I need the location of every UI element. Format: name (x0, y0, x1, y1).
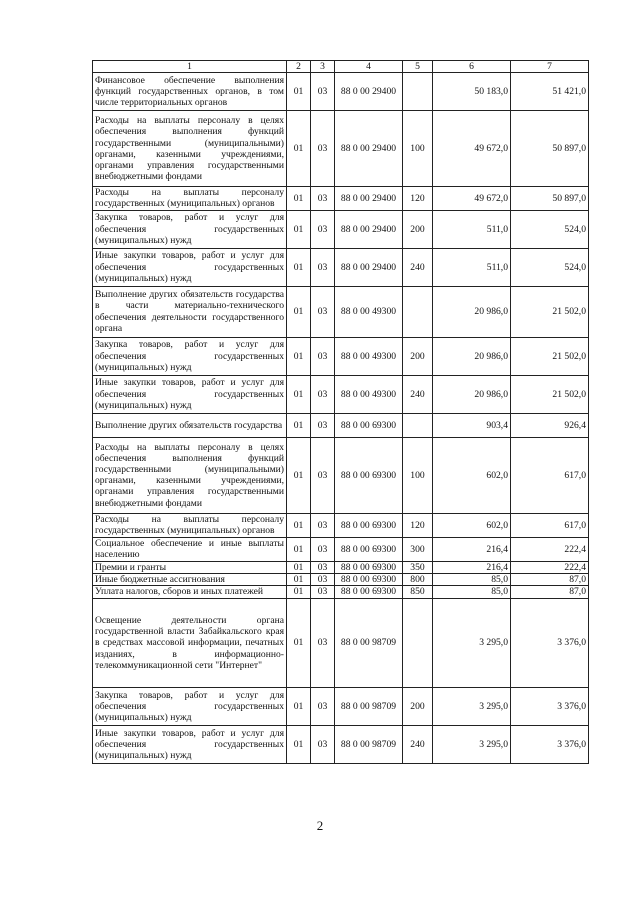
section-code-cell: 01 (287, 286, 311, 337)
row-name-cell: Иные бюджетные ассигнования (93, 573, 287, 585)
table-row (93, 437, 589, 513)
amount-year1-cell: 85,0 (433, 586, 511, 599)
column-header-1: 1 (93, 61, 287, 73)
section-code-cell: 01 (287, 537, 311, 561)
subsection-code-cell: 03 (311, 187, 335, 210)
expense-type-cell: 240 (403, 726, 433, 764)
table-row (93, 73, 589, 111)
expense-type-cell: 800 (403, 573, 433, 585)
row-name-cell: Иные закупки товаров, работ и услуг для обеспечения государственных (муниципальных) нужд (93, 248, 287, 286)
table-row (93, 337, 589, 375)
expense-type-cell: 120 (403, 513, 433, 537)
expense-type-cell: 100 (403, 111, 433, 187)
subsection-code-cell: 03 (311, 111, 335, 187)
amount-year2-cell: 3 376,0 (511, 688, 589, 726)
row-name-cell: Закупка товаров, работ и услуг для обеспечения государственных (муниципальных) нужд (93, 688, 287, 726)
amount-year1-cell: 20 986,0 (433, 375, 511, 413)
row-name-cell: Иные закупки товаров, работ и услуг для обеспечения государственных (муниципальных) нужд (93, 375, 287, 413)
target-article-cell: 88 0 00 29400 (335, 111, 403, 187)
target-article-cell: 88 0 00 69300 (335, 413, 403, 437)
section-code-cell: 01 (287, 375, 311, 413)
expense-type-cell: 850 (403, 586, 433, 599)
expense-type-cell: 200 (403, 210, 433, 248)
amount-year1-cell: 511,0 (433, 210, 511, 248)
table-row (93, 413, 589, 437)
expense-type-cell (403, 286, 433, 337)
subsection-code-cell: 03 (311, 210, 335, 248)
table-body (93, 73, 589, 764)
subsection-code-cell: 03 (311, 726, 335, 764)
section-code-cell: 01 (287, 187, 311, 210)
row-name-cell: Премии и гранты (93, 561, 287, 573)
table-row (93, 726, 589, 764)
column-header-2: 2 (287, 61, 311, 73)
amount-year1-cell: 49 672,0 (433, 187, 511, 210)
amount-year1-cell: 20 986,0 (433, 337, 511, 375)
section-code-cell: 01 (287, 413, 311, 437)
subsection-code-cell: 03 (311, 599, 335, 688)
header-row (93, 61, 589, 73)
subsection-code-cell: 03 (311, 337, 335, 375)
amount-year1-cell: 20 986,0 (433, 286, 511, 337)
amount-year1-cell: 3 295,0 (433, 688, 511, 726)
section-code-cell: 01 (287, 210, 311, 248)
target-article-cell: 88 0 00 69300 (335, 537, 403, 561)
amount-year2-cell: 3 376,0 (511, 726, 589, 764)
amount-year1-cell: 602,0 (433, 437, 511, 513)
subsection-code-cell: 03 (311, 73, 335, 111)
table-row (93, 599, 589, 688)
table-row (93, 375, 589, 413)
table-row (93, 561, 589, 573)
subsection-code-cell: 03 (311, 586, 335, 599)
target-article-cell: 88 0 00 49300 (335, 286, 403, 337)
column-header-6: 6 (433, 61, 511, 73)
subsection-code-cell: 03 (311, 688, 335, 726)
amount-year1-cell: 50 183,0 (433, 73, 511, 111)
table-row (93, 248, 589, 286)
amount-year2-cell: 21 502,0 (511, 337, 589, 375)
amount-year1-cell: 903,4 (433, 413, 511, 437)
section-code-cell: 01 (287, 561, 311, 573)
target-article-cell: 88 0 00 29400 (335, 73, 403, 111)
section-code-cell: 01 (287, 688, 311, 726)
amount-year2-cell: 222,4 (511, 537, 589, 561)
amount-year2-cell: 50 897,0 (511, 111, 589, 187)
amount-year2-cell: 617,0 (511, 437, 589, 513)
amount-year1-cell: 85,0 (433, 573, 511, 585)
amount-year2-cell: 3 376,0 (511, 599, 589, 688)
section-code-cell: 01 (287, 437, 311, 513)
subsection-code-cell: 03 (311, 573, 335, 585)
amount-year2-cell: 222,4 (511, 561, 589, 573)
section-code-cell: 01 (287, 513, 311, 537)
column-header-7: 7 (511, 61, 589, 73)
target-article-cell: 88 0 00 69300 (335, 586, 403, 599)
expense-type-cell: 300 (403, 537, 433, 561)
amount-year2-cell: 21 502,0 (511, 375, 589, 413)
section-code-cell: 01 (287, 73, 311, 111)
row-name-cell: Закупка товаров, работ и услуг для обеспечения государственных (муниципальных) нужд (93, 337, 287, 375)
target-article-cell: 88 0 00 69300 (335, 573, 403, 585)
subsection-code-cell: 03 (311, 561, 335, 573)
row-name-cell: Освещение деятельности органа государственной власти Забайкальского края в средствах массовой информации, печатных изданиях, в информационно-телекоммуникационной сети "Интернет" (93, 599, 287, 688)
section-code-cell: 01 (287, 599, 311, 688)
amount-year2-cell: 50 897,0 (511, 187, 589, 210)
row-name-cell: Выполнение других обязательств государства в части материально-технического обеспечения деятельности государственного органа (93, 286, 287, 337)
target-article-cell: 88 0 00 49300 (335, 375, 403, 413)
table-row (93, 688, 589, 726)
amount-year2-cell: 87,0 (511, 586, 589, 599)
expense-type-cell (403, 599, 433, 688)
table-row (93, 513, 589, 537)
table-row (93, 586, 589, 599)
table-row (93, 187, 589, 210)
subsection-code-cell: 03 (311, 286, 335, 337)
section-code-cell: 01 (287, 586, 311, 599)
row-name-cell: Закупка товаров, работ и услуг для обеспечения государственных (муниципальных) нужд (93, 210, 287, 248)
subsection-code-cell: 03 (311, 413, 335, 437)
section-code-cell: 01 (287, 111, 311, 187)
amount-year1-cell: 216,4 (433, 561, 511, 573)
section-code-cell: 01 (287, 573, 311, 585)
subsection-code-cell: 03 (311, 375, 335, 413)
row-name-cell: Уплата налогов, сборов и иных платежей (93, 586, 287, 599)
row-name-cell: Расходы на выплаты персоналу в целях обеспечения выполнения функций государственными (муниципальными) органами, казенными учреждениями, органами управления государственными внебюджетными фондами (93, 111, 287, 187)
column-header-4: 4 (335, 61, 403, 73)
target-article-cell: 88 0 00 69300 (335, 513, 403, 537)
expense-type-cell (403, 413, 433, 437)
table-row (93, 111, 589, 187)
table-row (93, 573, 589, 585)
target-article-cell: 88 0 00 29400 (335, 210, 403, 248)
target-article-cell: 88 0 00 69300 (335, 437, 403, 513)
amount-year1-cell: 602,0 (433, 513, 511, 537)
row-name-cell: Финансовое обеспечение выполнения функций государственных органов, в том числе территориальных органов (93, 73, 287, 111)
amount-year1-cell: 49 672,0 (433, 111, 511, 187)
amount-year2-cell: 524,0 (511, 210, 589, 248)
row-name-cell: Социальное обеспечение и иные выплаты населению (93, 537, 287, 561)
expense-type-cell: 200 (403, 337, 433, 375)
row-name-cell: Иные закупки товаров, работ и услуг для обеспечения государственных (муниципальных) нужд (93, 726, 287, 764)
section-code-cell: 01 (287, 248, 311, 286)
amount-year2-cell: 51 421,0 (511, 73, 589, 111)
expense-type-cell: 240 (403, 248, 433, 286)
target-article-cell: 88 0 00 69300 (335, 561, 403, 573)
column-header-3: 3 (311, 61, 335, 73)
target-article-cell: 88 0 00 98709 (335, 599, 403, 688)
amount-year2-cell: 87,0 (511, 573, 589, 585)
amount-year2-cell: 524,0 (511, 248, 589, 286)
target-article-cell: 88 0 00 29400 (335, 248, 403, 286)
amount-year1-cell: 216,4 (433, 537, 511, 561)
amount-year1-cell: 3 295,0 (433, 726, 511, 764)
table-row (93, 286, 589, 337)
row-name-cell: Расходы на выплаты персоналу государственных (муниципальных) органов (93, 513, 287, 537)
row-name-cell: Расходы на выплаты персоналу государственных (муниципальных) органов (93, 187, 287, 210)
budget-table (92, 60, 589, 764)
target-article-cell: 88 0 00 98709 (335, 688, 403, 726)
expense-type-cell: 120 (403, 187, 433, 210)
target-article-cell: 88 0 00 49300 (335, 337, 403, 375)
row-name-cell: Выполнение других обязательств государства (93, 413, 287, 437)
amount-year2-cell: 21 502,0 (511, 286, 589, 337)
section-code-cell: 01 (287, 726, 311, 764)
amount-year2-cell: 617,0 (511, 513, 589, 537)
column-header-5: 5 (403, 61, 433, 73)
target-article-cell: 88 0 00 98709 (335, 726, 403, 764)
subsection-code-cell: 03 (311, 248, 335, 286)
row-name-cell: Расходы на выплаты персоналу в целях обеспечения выполнения функций государственными (муниципальными) органами, казенными учреждениями, органами управления государственными внебюджетными фондами (93, 437, 287, 513)
amount-year1-cell: 3 295,0 (433, 599, 511, 688)
expense-type-cell: 240 (403, 375, 433, 413)
expense-type-cell: 100 (403, 437, 433, 513)
subsection-code-cell: 03 (311, 537, 335, 561)
page-number: 2 (316, 818, 324, 833)
expense-type-cell (403, 73, 433, 111)
amount-year1-cell: 511,0 (433, 248, 511, 286)
expense-type-cell: 350 (403, 561, 433, 573)
section-code-cell: 01 (287, 337, 311, 375)
target-article-cell: 88 0 00 29400 (335, 187, 403, 210)
amount-year2-cell: 926,4 (511, 413, 589, 437)
table-row (93, 210, 589, 248)
subsection-code-cell: 03 (311, 437, 335, 513)
subsection-code-cell: 03 (311, 513, 335, 537)
table-row (93, 537, 589, 561)
expense-type-cell: 200 (403, 688, 433, 726)
